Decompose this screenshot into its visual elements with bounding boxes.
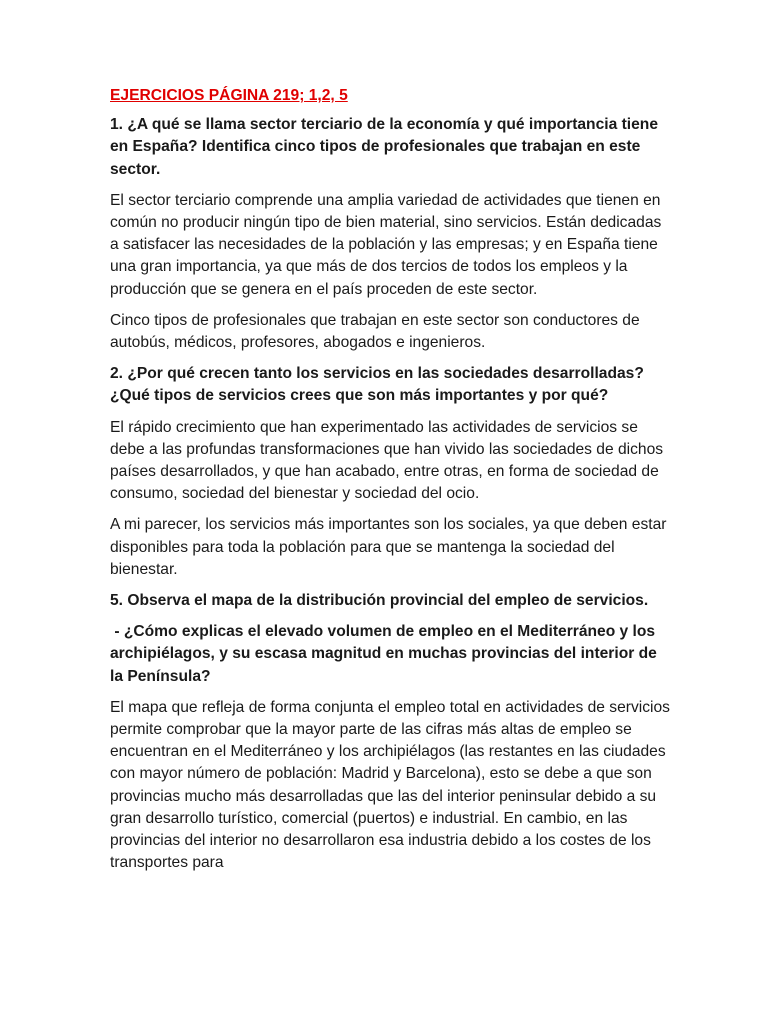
answer-2-paragraph-2: A mi parecer, los servicios más importantes son los sociales, ya que deben estar disponibles para toda la población para que se mantenga la sociedad del bienestar. [110, 516, 667, 578]
answer-2-paragraph-1: El rápido crecimiento que han experimentado las actividades de servicios se debe a las profundas transformaciones que han vivido las sociedades de dichos países desarrollados, y que han acabado, entre otras, en forma de sociedad de consumo, sociedad del bienestar y sociedad del ocio. [110, 418, 664, 503]
document-body [110, 85, 670, 884]
question-5: 5. Observa el mapa de la distribución provincial del empleo de servicios. [110, 592, 649, 610]
answer-1-paragraph-2: Cinco tipos de profesionales que trabajan en este sector son conductores de autobús, médicos, profesores, abogados e ingenieros. [110, 311, 640, 352]
answer-5-paragraph-1: El mapa que refleja de forma conjunta el empleo total en actividades de servicios permite comprobar que la mayor parte de las cifras más altas de empleo se encuentran en el Mediterráneo y los archipiélagos (las restantes en las ciudades con mayor número de población: Madrid y Barcelona), esto se debe a que son provincias mucho más desarrolladas que las del interior peninsular debido a su gran desarrollo turístico, comercial (puertos) e industrial. En cambio, en las provincias del interior no desarrollaron esa industria debido a los costes de los transportes para [110, 698, 670, 872]
question-5-subquestion: - ¿Cómo explicas el elevado volumen de empleo en el Mediterráneo y los archipiélagos, y su escasa magnitud en muchas provincias del interior de la Península? [110, 623, 662, 685]
document-heading: EJERCICIOS PÁGINA 219; 1,2, 5 [110, 87, 348, 104]
question-1: 1. ¿A qué se llama sector terciario de la economía y qué importancia tiene en España? Identifica cinco tipos de profesionales que trabajan en este sector. [110, 116, 658, 178]
answer-1-paragraph-1: El sector terciario comprende una amplia variedad de actividades que tienen en común no producir ningún tipo de bien material, sino servicios. Están dedicadas a satisfacer las necesidades de la población y las empresas; y en España tiene una gran importancia, ya que más de dos tercios de todos los empleos y la producción que se genera en el país proceden de este sector. [110, 191, 662, 298]
question-2: 2. ¿Por qué crecen tanto los servicios en las sociedades desarrolladas? ¿Qué tipos de servicios crees que son más importantes y por qué? [110, 365, 644, 405]
